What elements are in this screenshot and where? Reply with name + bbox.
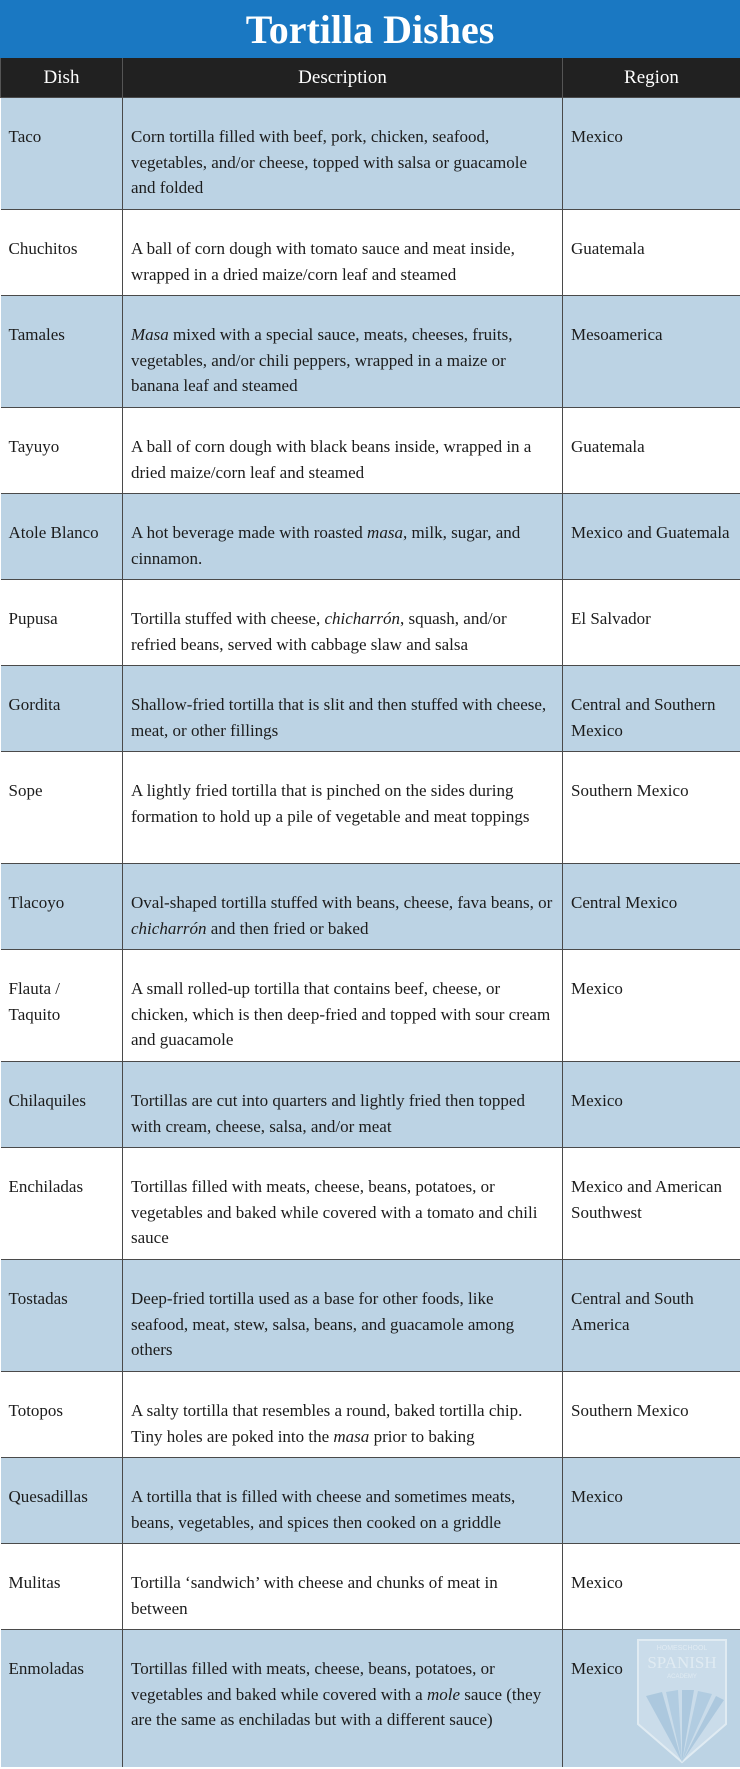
description-cell: Shallow-fried tortilla that is slit and then stuffed with cheese, meat, or other fillings xyxy=(123,666,563,752)
description-cell: Tortillas are cut into quarters and lightly fried then topped with cream, cheese, salsa, and/or meat xyxy=(123,1062,563,1148)
header-description: Description xyxy=(123,58,563,98)
region-cell: Central and South America xyxy=(563,1260,740,1372)
description-cell: A hot beverage made with roasted masa, milk, sugar, and cinnamon. xyxy=(123,494,563,580)
table-row xyxy=(1,580,740,666)
description-cell: A ball of corn dough with tomato sauce and meat inside, wrapped in a dried maize/corn leaf and steamed xyxy=(123,210,563,296)
region-cell: Mexico xyxy=(563,1630,740,1767)
region-cell: Mexico xyxy=(563,98,740,210)
table-row xyxy=(1,666,740,752)
academy-logo-watermark xyxy=(632,1636,732,1766)
logo-line1: HOMESCHOOL xyxy=(656,1645,708,1652)
table-row xyxy=(1,950,740,1062)
table-row xyxy=(1,1148,740,1260)
table-row xyxy=(1,1260,740,1372)
table-row xyxy=(1,752,740,864)
region-cell: Mexico and Guatemala xyxy=(563,494,740,580)
description-cell: Tortilla ‘sandwich’ with cheese and chunks of meat in between xyxy=(123,1544,563,1630)
dish-cell: Quesadillas xyxy=(1,1458,123,1544)
region-cell: Central and Southern Mexico xyxy=(563,666,740,752)
description-cell: Tortillas filled with meats, cheese, beans, potatoes, or vegetables and baked while covered with a mole sauce (they are the same as enchiladas but with a different sauce) xyxy=(123,1630,563,1767)
dish-cell: Tostadas xyxy=(1,1260,123,1372)
dish-cell: Chuchitos xyxy=(1,210,123,296)
table-row xyxy=(1,494,740,580)
region-cell: Southern Mexico xyxy=(563,1372,740,1458)
region-cell: Mexico and American Southwest xyxy=(563,1148,740,1260)
region-cell: Southern Mexico xyxy=(563,752,740,864)
dish-cell: Totopos xyxy=(1,1372,123,1458)
region-cell: El Salvador xyxy=(563,580,740,666)
region-cell: Guatemala xyxy=(563,210,740,296)
dish-cell: Tayuyo xyxy=(1,408,123,494)
table-row xyxy=(1,1062,740,1148)
table-row xyxy=(1,296,740,408)
table-row xyxy=(1,1458,740,1544)
description-cell: Oval-shaped tortilla stuffed with beans, cheese, fava beans, or chicharrón and then fried or baked xyxy=(123,864,563,950)
dish-cell: Tlacoyo xyxy=(1,864,123,950)
region-cell: Mesoamerica xyxy=(563,296,740,408)
description-cell: A ball of corn dough with black beans inside, wrapped in a dried maize/corn leaf and steamed xyxy=(123,408,563,494)
dish-cell: Chilaquiles xyxy=(1,1062,123,1148)
page-title-text: Tortilla Dishes xyxy=(245,6,495,52)
description-cell: Deep-fried tortilla used as a base for other foods, like seafood, meat, stew, salsa, beans, and guacamole among others xyxy=(123,1260,563,1372)
table-header-row xyxy=(1,58,740,98)
dish-cell: Sope xyxy=(1,752,123,864)
dish-cell: Flauta / Taquito xyxy=(1,950,123,1062)
table-row xyxy=(1,408,740,494)
header-region: Region xyxy=(563,58,740,98)
dishes-table xyxy=(0,58,740,1767)
description-cell: A salty tortilla that resembles a round, baked tortilla chip. Tiny holes are poked into the masa prior to baking xyxy=(123,1372,563,1458)
dish-cell: Enmoladas xyxy=(1,1630,123,1767)
dish-cell: Enchiladas xyxy=(1,1148,123,1260)
table-row xyxy=(1,864,740,950)
region-cell: Mexico xyxy=(563,1062,740,1148)
dish-cell: Atole Blanco xyxy=(1,494,123,580)
description-cell: A small rolled-up tortilla that contains beef, cheese, or chicken, which is then deep-fried and topped with sour cream and guacamole xyxy=(123,950,563,1062)
table-row xyxy=(1,1372,740,1458)
region-cell: Mexico xyxy=(563,1458,740,1544)
description-cell: Masa mixed with a special sauce, meats, cheeses, fruits, vegetables, and/or chili peppers, wrapped in a maize or banana leaf and steamed xyxy=(123,296,563,408)
dish-cell: Pupusa xyxy=(1,580,123,666)
table-row xyxy=(1,1544,740,1630)
dish-cell: Taco xyxy=(1,98,123,210)
table-row xyxy=(1,1630,740,1767)
logo-line2: SPANISH xyxy=(647,1653,717,1672)
dish-cell: Mulitas xyxy=(1,1544,123,1630)
description-cell: A tortilla that is filled with cheese and sometimes meats, beans, vegetables, and spices then cooked on a griddle xyxy=(123,1458,563,1544)
dish-cell: Gordita xyxy=(1,666,123,752)
region-cell: Mexico xyxy=(563,1544,740,1630)
dish-cell: Tamales xyxy=(1,296,123,408)
description-cell: Corn tortilla filled with beef, pork, chicken, seafood, vegetables, and/or cheese, topped with salsa or guacamole and folded xyxy=(123,98,563,210)
region-cell: Guatemala xyxy=(563,408,740,494)
logo-line3: ACADEMY xyxy=(667,1674,697,1680)
description-cell: Tortilla stuffed with cheese, chicharrón, squash, and/or refried beans, served with cabbage slaw and salsa xyxy=(123,580,563,666)
table-row xyxy=(1,98,740,210)
table-row xyxy=(1,210,740,296)
region-cell: Central Mexico xyxy=(563,864,740,950)
description-cell: A lightly fried tortilla that is pinched on the sides during formation to hold up a pile of vegetable and meat toppings xyxy=(123,752,563,864)
description-cell: Tortillas filled with meats, cheese, beans, potatoes, or vegetables and baked while covered with a tomato and chili sauce xyxy=(123,1148,563,1260)
header-dish: Dish xyxy=(1,58,123,98)
page-title xyxy=(0,0,740,58)
region-cell: Mexico xyxy=(563,950,740,1062)
